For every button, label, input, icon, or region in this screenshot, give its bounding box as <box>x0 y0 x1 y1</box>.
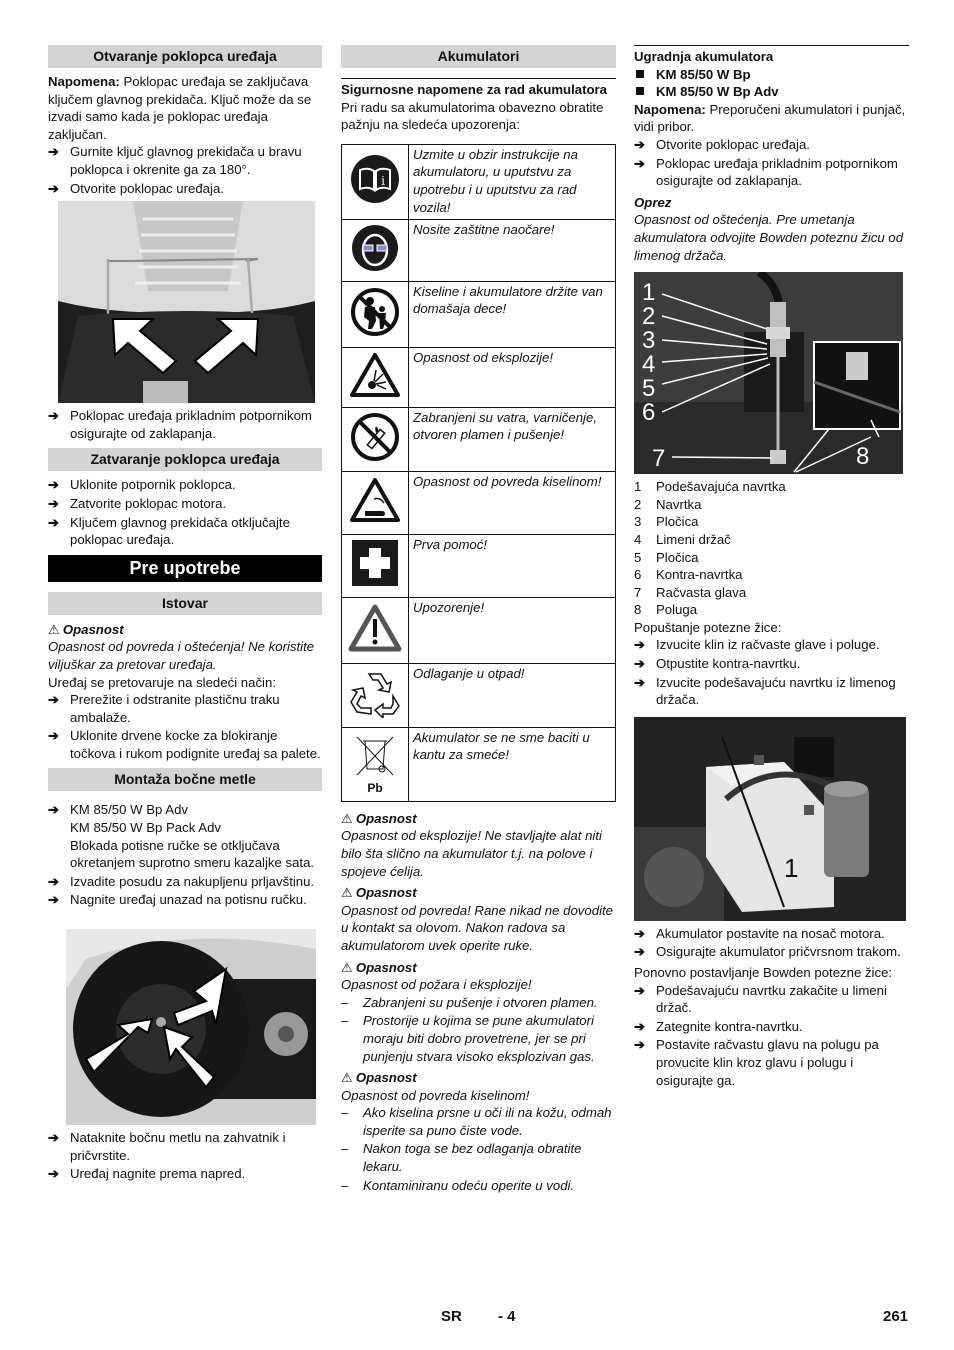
reinstall-intro: Ponovno postavljanje Bowden potezne žice: <box>634 965 893 981</box>
arrow-icon: ➔ <box>48 1130 60 1146</box>
legend-text: Podešavajuća navrtka <box>656 479 786 495</box>
legend-text: Limeni držač <box>656 531 731 547</box>
subheading-safety: Sigurnosne napomene za rad akumulatora <box>341 78 616 99</box>
footer-language: SR <box>441 1308 462 1325</box>
page-number: 261 <box>883 1308 909 1325</box>
symbol-description: Prva pomoć! <box>409 534 616 597</box>
section-heading-unloading: Istovar <box>48 592 322 615</box>
arrow-icon: ➔ <box>48 495 60 511</box>
step <box>634 636 909 654</box>
symbol-description: Opasnost od eksplozije! <box>409 347 616 407</box>
note-text: Preporučeni akumulatori i punjač, vidi pribor. <box>634 101 906 135</box>
step-text: Ključem glavnog prekidača otključajte poklopac uređaja. <box>70 514 290 548</box>
column-1 <box>48 45 322 1184</box>
legend-number: 2 <box>634 496 642 512</box>
callout-5: 5 <box>642 375 656 403</box>
step-text: Gurnite ključ glavnog prekidača u bravu poklopca i okrenite ga za 180°. <box>70 144 302 177</box>
table-row <box>342 219 616 281</box>
step <box>634 136 909 154</box>
step-text: Blokada potisne ručke se otključava okretanjem suprotno smeru kazaljke sata. <box>70 837 315 871</box>
side-brush-photo <box>66 929 316 1125</box>
arrow-icon: ➔ <box>48 514 60 530</box>
legend-item <box>634 566 909 584</box>
callout-7: 7 <box>652 445 666 473</box>
symbol-description: Odlaganje u otpad! <box>409 663 616 727</box>
arrow-icon: ➔ <box>634 155 646 171</box>
note-paragraph <box>48 73 322 143</box>
footer-section: - 4 <box>498 1308 516 1325</box>
legend-number: 7 <box>634 584 642 600</box>
arrow-icon: ➔ <box>48 802 60 818</box>
warning-title <box>341 810 616 828</box>
dash-item <box>341 1140 616 1175</box>
recycle-icon <box>342 663 409 727</box>
step-text: Izvadite posudu za nakupljenu prljavštinu. <box>70 873 315 889</box>
arrow-icon: ➔ <box>634 136 646 152</box>
step-text: Poklopac uređaja prikladnim potpornikom osigurajte od zaklapanja. <box>656 155 898 189</box>
step-text: Podešavajuću navrtku zakačite u limeni držač. <box>656 982 887 1016</box>
legend-number: 4 <box>634 531 642 547</box>
legend-text: Kontra-navrtka <box>656 567 743 583</box>
step <box>48 1165 322 1183</box>
dash-item <box>341 1177 616 1195</box>
arrow-icon: ➔ <box>634 982 646 998</box>
step-text: Prerežite i odstranite plastičnu traku ambalaže. <box>70 692 280 725</box>
symbol-description: Zabranjeni su vatra, varničenje, otvoren plamen i pušenje! <box>409 407 616 471</box>
arrow-icon: ➔ <box>48 892 60 908</box>
read-manual-icon <box>342 144 409 219</box>
warning-label: Opasnost <box>355 810 417 826</box>
step-text: Nataknite bočnu metlu na zahvatnik i pričvrstite. <box>70 1130 286 1163</box>
step-text: Postavite račvastu glavu na polugu pa provucite klin kroz glavu i polugu i osigurajte ga. <box>656 1037 879 1088</box>
step-text: Nagnite uređaj unazad na potisnu ručku. <box>70 892 307 908</box>
legend-item <box>634 513 909 531</box>
note-paragraph <box>634 101 909 136</box>
step-text: Uklonite drvene kocke za blokiranje točkova i rukom podignite uređaj sa palete. <box>70 728 321 761</box>
arrow-icon: ➔ <box>48 1166 60 1182</box>
table-row <box>342 597 616 663</box>
column-2 <box>341 45 616 1195</box>
step <box>48 873 322 891</box>
section-heading-batteries: Akumulatori <box>341 45 616 68</box>
warning-label: Opasnost <box>355 1070 417 1086</box>
legend-number: 5 <box>634 549 642 565</box>
legend-text: Račvasta glava <box>656 584 747 600</box>
legend-text: Poluga <box>656 602 698 618</box>
step <box>48 514 322 549</box>
note-text: Poklopac uređaja se zaključava ključem glavnog prekidača. Ključ može da se izvadi samo kada je poklopac uređaja zaključan. <box>48 74 312 142</box>
step <box>634 925 909 943</box>
warning-title <box>341 1069 616 1087</box>
legend-text: Navrtka <box>656 496 702 512</box>
legend-text: Pločica <box>656 549 699 565</box>
callout-3: 3 <box>642 327 656 355</box>
warning-title <box>48 621 322 639</box>
callout-1: 1 <box>784 852 799 883</box>
step <box>634 943 909 961</box>
dash-text: Kontaminiranu odeću operite u vodi. <box>363 1177 575 1193</box>
legend-item <box>634 601 909 619</box>
warning-text: Opasnost od eksplozije! Ne stavljajte alat niti bilo šta slično na akumulator t.j. na polove i spojeve ćelija. <box>341 828 602 879</box>
arrow-icon: ➔ <box>48 728 60 744</box>
symbol-description: Upozorenje! <box>409 597 616 663</box>
table-row <box>342 347 616 407</box>
explosion-hazard-icon <box>342 347 409 407</box>
arrow-icon: ➔ <box>48 477 60 493</box>
step-text: Otpustite kontra-navrtku. <box>656 656 801 672</box>
arrow-icon: ➔ <box>48 873 60 889</box>
legend-text: Pločica <box>656 514 699 530</box>
step <box>48 180 322 198</box>
legend-item <box>634 478 909 496</box>
step-text: Zategnite kontra-navrtku. <box>656 1018 803 1034</box>
warning-label: Opasnost <box>355 959 417 975</box>
first-aid-icon <box>342 534 409 597</box>
step <box>48 801 322 871</box>
arrow-icon: ➔ <box>48 408 60 424</box>
arrow-icon: ➔ <box>634 925 646 941</box>
arrow-icon: ➔ <box>48 180 60 196</box>
note-label: Napomena: <box>48 74 120 89</box>
dash-text: Ako kiselina prsne u oči ili na kožu, odmah isperite sa puno čiste vode. <box>363 1105 612 1138</box>
symbol-description: Kiseline i akumulatore držite van domašaja dece! <box>409 281 616 347</box>
warning-triangle-icon: ⚠ <box>341 885 353 901</box>
step <box>634 155 909 190</box>
step <box>48 476 322 494</box>
warning-label: Opasnost <box>355 885 417 901</box>
step <box>48 143 322 178</box>
step-text: Izvucite klin iz račvaste glave i poluge. <box>656 637 880 653</box>
warning-triangle-icon: ⚠ <box>341 810 353 826</box>
keep-away-children-icon <box>342 281 409 347</box>
callout-1: 1 <box>642 279 656 307</box>
table-row <box>342 727 616 801</box>
model-line: KM 85/50 W Bp Adv <box>70 802 189 818</box>
no-trash-bin-pb-icon <box>342 727 409 801</box>
square-bullet-icon <box>636 70 644 78</box>
warning-text: Opasnost od povreda kiselinom! <box>341 1087 530 1103</box>
acid-hazard-icon <box>342 471 409 534</box>
arrow-icon: ➔ <box>634 1018 646 1034</box>
dash-bullet: – <box>341 1105 349 1121</box>
legend-number: 8 <box>634 602 642 618</box>
step <box>634 674 909 709</box>
dash-text: Zabranjeni su pušenje i otvoren plamen. <box>363 994 598 1010</box>
section-heading-side-brush: Montaža bočne metle <box>48 768 322 791</box>
note-label: Napomena: <box>634 101 706 117</box>
step <box>48 691 322 726</box>
step-text: Uklonite potpornik poklopca. <box>70 477 236 493</box>
dash-bullet: – <box>341 1013 349 1029</box>
model-item <box>634 83 909 101</box>
step-text: Uređaj nagnite prema napred. <box>70 1166 246 1182</box>
callout-8: 8 <box>856 443 870 471</box>
dash-bullet: – <box>341 1141 349 1157</box>
legend-item <box>634 496 909 514</box>
open-hood-photo <box>58 201 315 403</box>
model-line: KM 85/50 W Bp Pack Adv <box>70 820 221 836</box>
warning-title <box>341 959 616 977</box>
step-text: Poklopac uređaja prikladnim potpornikom osigurajte od zaklapanja. <box>70 408 312 441</box>
section-heading-install-battery: Ugradnja akumulatora <box>634 45 909 66</box>
step <box>48 727 322 762</box>
chapter-heading: Pre upotrebe <box>48 555 322 582</box>
dash-bullet: – <box>341 1177 349 1193</box>
square-bullet-icon <box>636 87 644 95</box>
caution-title: Oprez <box>634 194 672 210</box>
step-text: Akumulator postavite na nosač motora. <box>656 925 885 941</box>
dash-bullet: – <box>341 994 349 1010</box>
intro-text: Uređaj se pretovaruje na sledeći način: <box>48 674 276 690</box>
legend-item <box>634 531 909 549</box>
legend-item <box>634 584 909 602</box>
table-row <box>342 281 616 347</box>
arrow-icon: ➔ <box>634 674 646 690</box>
arrow-icon: ➔ <box>48 144 60 160</box>
dash-item <box>341 1104 616 1139</box>
legend-list <box>634 478 909 619</box>
model-item <box>634 66 909 84</box>
arrow-icon: ➔ <box>48 692 60 708</box>
column-3 <box>634 45 909 1090</box>
symbol-description: Uzmite u obzir instrukcije na akumulatoru, u uputstvu za upotrebu i u uputstvu za rad vozila! <box>409 144 616 219</box>
arrow-icon: ➔ <box>634 637 646 653</box>
symbol-description: Akumulator se ne sme baciti u kantu za smeće! <box>409 727 616 801</box>
no-fire-smoking-icon <box>342 407 409 471</box>
warning-triangle-icon: ⚠ <box>48 621 60 637</box>
warning-icon <box>342 597 409 663</box>
step <box>48 407 322 442</box>
warning-triangle-icon: ⚠ <box>341 1070 353 1086</box>
callout-2: 2 <box>642 303 656 331</box>
caution-text: Opasnost od oštećenja. Pre umetanja akumulatora odvojite Bowden poteznu žicu od limenog držača. <box>634 212 904 263</box>
release-intro: Popuštanje potezne žice: <box>634 619 782 635</box>
model-text: KM 85/50 W Bp Adv <box>656 84 779 100</box>
table-row <box>342 407 616 471</box>
warning-text: Opasnost od povreda i oštećenja! Ne koristite viljuškar za pretovar uređaja. <box>48 639 315 672</box>
symbol-description: Nosite zaštitne naočare! <box>409 219 616 281</box>
table-row <box>342 471 616 534</box>
step-text: Osigurajte akumulator pričvrsnom trakom. <box>656 944 901 960</box>
section-heading-open-hood: Otvaranje poklopca uređaja <box>48 45 322 68</box>
step <box>634 1036 909 1089</box>
callout-4: 4 <box>642 351 656 379</box>
safety-goggles-icon <box>342 219 409 281</box>
step <box>634 1018 909 1036</box>
symbol-description: Opasnost od povreda kiselinom! <box>409 471 616 534</box>
arrow-icon: ➔ <box>634 944 646 960</box>
dash-item <box>341 1012 616 1065</box>
pb-label: Pb <box>367 781 383 796</box>
model-text: KM 85/50 W Bp <box>656 66 751 82</box>
intro-text: Pri radu sa akumulatorima obavezno obratite pažnju na sledeća upozorenja: <box>341 99 604 133</box>
step-text: Otvorite poklopac uređaja. <box>70 180 224 196</box>
callout-6: 6 <box>642 399 656 427</box>
step-text: Otvorite poklopac uređaja. <box>656 136 810 152</box>
arrow-icon: ➔ <box>634 1037 646 1053</box>
arrow-icon: ➔ <box>634 656 646 672</box>
step <box>48 495 322 513</box>
step <box>634 655 909 673</box>
battery-installed-photo <box>634 717 906 921</box>
legend-item <box>634 549 909 567</box>
bowden-cable-photo <box>634 272 903 474</box>
svg-text:i: i <box>381 174 385 189</box>
warning-text: Opasnost od povreda! Rane nikad ne dovodite u kontakt sa olovom. Nakon radova sa akumulatorom uvek operite ruke. <box>341 902 613 953</box>
step <box>634 982 909 1017</box>
warning-title <box>341 884 616 902</box>
table-row <box>342 144 616 219</box>
section-heading-close-hood: Zatvaranje poklopca uređaja <box>48 448 322 471</box>
table-row <box>342 534 616 597</box>
step <box>48 1129 322 1164</box>
step-text: Zatvorite poklopac motora. <box>70 495 227 511</box>
legend-number: 1 <box>634 479 642 495</box>
warning-triangle-icon: ⚠ <box>341 959 353 975</box>
legend-number: 6 <box>634 567 642 583</box>
warning-symbols-table <box>341 144 616 802</box>
dash-text: Prostorije u kojima se pune akumulatori moraju biti dobro provetrene, jer se pri punjenju stvara visoko eksplozivan gas. <box>363 1013 595 1064</box>
warning-label: Opasnost <box>62 621 124 637</box>
step <box>48 891 322 909</box>
dash-item <box>341 994 616 1012</box>
legend-number: 3 <box>634 514 642 530</box>
warning-text: Opasnost od požara i eksplozije! <box>341 977 532 993</box>
table-row <box>342 663 616 727</box>
step-text: Izvucite podešavajuću navrtku iz limenog držača. <box>656 674 896 708</box>
dash-text: Nakon toga se bez odlaganja obratite lekaru. <box>363 1141 582 1175</box>
